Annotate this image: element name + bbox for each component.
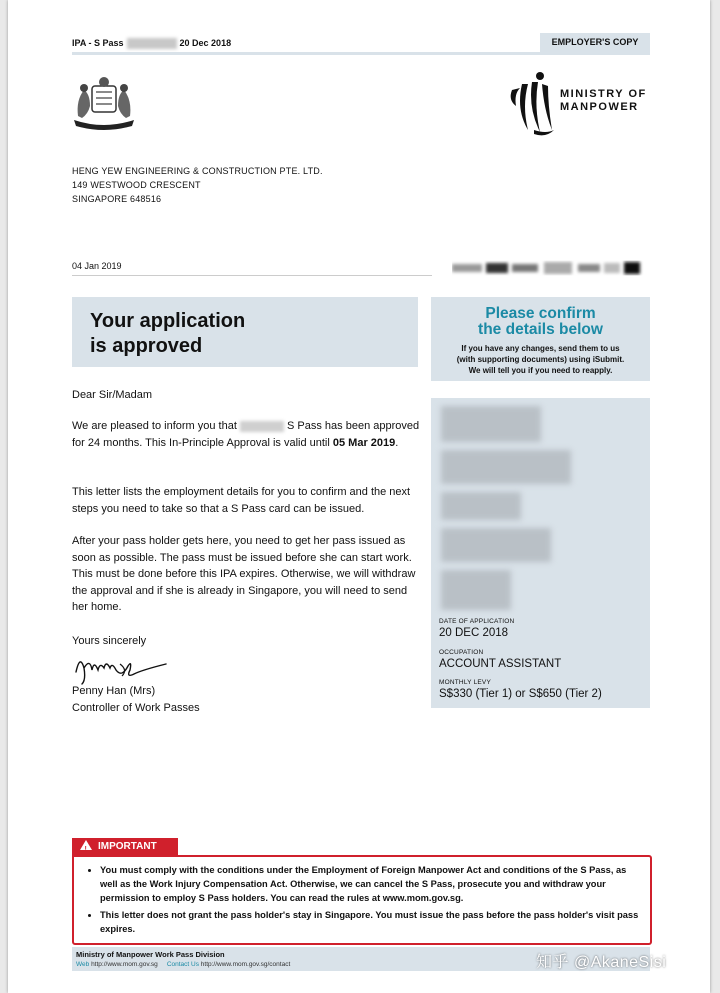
important-item: • You must comply with the conditions under the Employment of Foreign Manpower Act and conditions of the S Pass, as well as the Work Injury Compensation Act. Otherwise, we can cancel the S Pass, prosecute you and withdraw your permission to employ S Pass holders. You can read the rules at www.mom.gov.sg.: [100, 863, 640, 905]
footer-links: [76, 961, 290, 968]
paragraph-approval-end: .: [395, 436, 399, 449]
redacted-field: [441, 528, 551, 562]
confirm-details-panel: [431, 297, 650, 381]
mom-wordmark: [560, 88, 647, 114]
address-line-2: 149 WESTWOOD CRESCENT: [72, 180, 201, 190]
approval-heading-line1: Your application: [90, 310, 246, 332]
singapore-crest-logo: [68, 72, 140, 134]
occupation-label: OCCUPATION: [439, 649, 484, 656]
letter-page: [8, 0, 710, 993]
paragraph-details: This letter lists the employment details for you to confirm and the next steps you need to take so that a S Pass card can be issued.: [72, 486, 411, 515]
date-of-application-label: DATE OF APPLICATION: [439, 618, 515, 625]
confirm-instructions-line3: We will tell you if you need to reapply.: [468, 366, 613, 375]
redacted-field: [441, 570, 511, 610]
redacted-field: [441, 450, 571, 484]
confirm-instructions-line1: If you have any changes, send them to us: [461, 344, 620, 353]
letter-date: 04 Jan 2019: [72, 261, 122, 271]
date-rule: [72, 275, 432, 276]
monthly-levy-label: MONTHLY LEVY: [439, 679, 492, 686]
occupation-value: ACCOUNT ASSISTANT: [439, 658, 562, 670]
footer-contact-link[interactable]: http://www.mom.gov.sg/contact: [200, 961, 291, 968]
footer-web-link[interactable]: http://www.mom.gov.sg: [91, 961, 158, 968]
confirm-title-line2: the details below: [478, 321, 603, 338]
warning-icon: [80, 840, 92, 850]
redacted-field: [441, 406, 541, 442]
redacted-field: [441, 492, 521, 520]
paragraph-approval: [72, 418, 422, 451]
important-item: • This letter does not grant the pass holder's stay in Singapore. You must issue the pass before the pass holder's visit pass expires.: [100, 908, 640, 936]
approval-heading: [90, 309, 245, 359]
important-notice-box: [72, 855, 652, 945]
date-of-application-value: 20 DEC 2018: [439, 627, 509, 639]
recipient-address: [72, 164, 323, 206]
important-list: [74, 857, 650, 936]
footer-division: Ministry of Manpower Work Pass Division: [76, 950, 225, 959]
confirm-title: [431, 306, 650, 338]
important-label: IMPORTANT: [98, 841, 157, 852]
paragraph-next-steps: After your pass holder gets here, you need to get her pass issued as soon as possible. The pass must be issued before she can start work. This must be done before this IPA expires. Otherwise, we will withdraw the approval and if she is already in Singapore, you will need to send her home.: [72, 535, 416, 613]
monthly-levy-value: S$330 (Tier 1) or S$650 (Tier 2): [439, 688, 602, 700]
redacted-name: [240, 421, 284, 432]
signer-title: Controller of Work Passes: [72, 702, 200, 714]
important-tab: [72, 838, 178, 855]
confirm-instructions: [431, 343, 650, 376]
paragraph-approval-start: We are pleased to inform you that: [72, 420, 237, 432]
footer-contact-label: Contact Us: [166, 961, 199, 968]
signature-image: [72, 650, 172, 686]
greeting: Dear Sir/Madam: [72, 389, 153, 401]
redacted-barcode: [452, 260, 652, 276]
ipa-expiry-date: 05 Mar 2019: [332, 436, 396, 449]
approval-heading-line2: is approved: [90, 335, 203, 357]
redacted-name: [127, 38, 177, 49]
confirm-instructions-line2: (with supporting documents) using iSubmit.: [456, 355, 625, 364]
employment-details-panel: [431, 398, 650, 708]
reference-line: [72, 38, 231, 49]
address-line-1: HENG YEW ENGINEERING & CONSTRUCTION PTE. LTD.: [72, 166, 323, 176]
mom-figures-logo: [506, 70, 558, 138]
footer-web-label: Web: [76, 961, 90, 968]
watermark: 知乎 @AkaneSisi: [536, 954, 667, 971]
closing: Yours sincerely: [72, 635, 147, 647]
paragraph-approval-rest: S Pass has been approved for 24 months. This In-Principle Approval is valid until: [72, 420, 420, 449]
mom-wordmark-line1: MINISTRY OF: [560, 88, 647, 100]
approval-banner: [72, 297, 418, 367]
reference-date: 20 Dec 2018: [179, 38, 232, 48]
copy-tag: EMPLOYER'S COPY: [540, 33, 650, 52]
reference-prefix: IPA - S Pass: [72, 38, 124, 48]
signer-name: Penny Han (Mrs): [72, 685, 156, 697]
confirm-title-line1: Please confirm: [485, 305, 596, 322]
header-rule: [72, 52, 650, 55]
mom-wordmark-line2: MANPOWER: [560, 101, 639, 113]
address-line-3: SINGAPORE 648516: [72, 194, 162, 204]
